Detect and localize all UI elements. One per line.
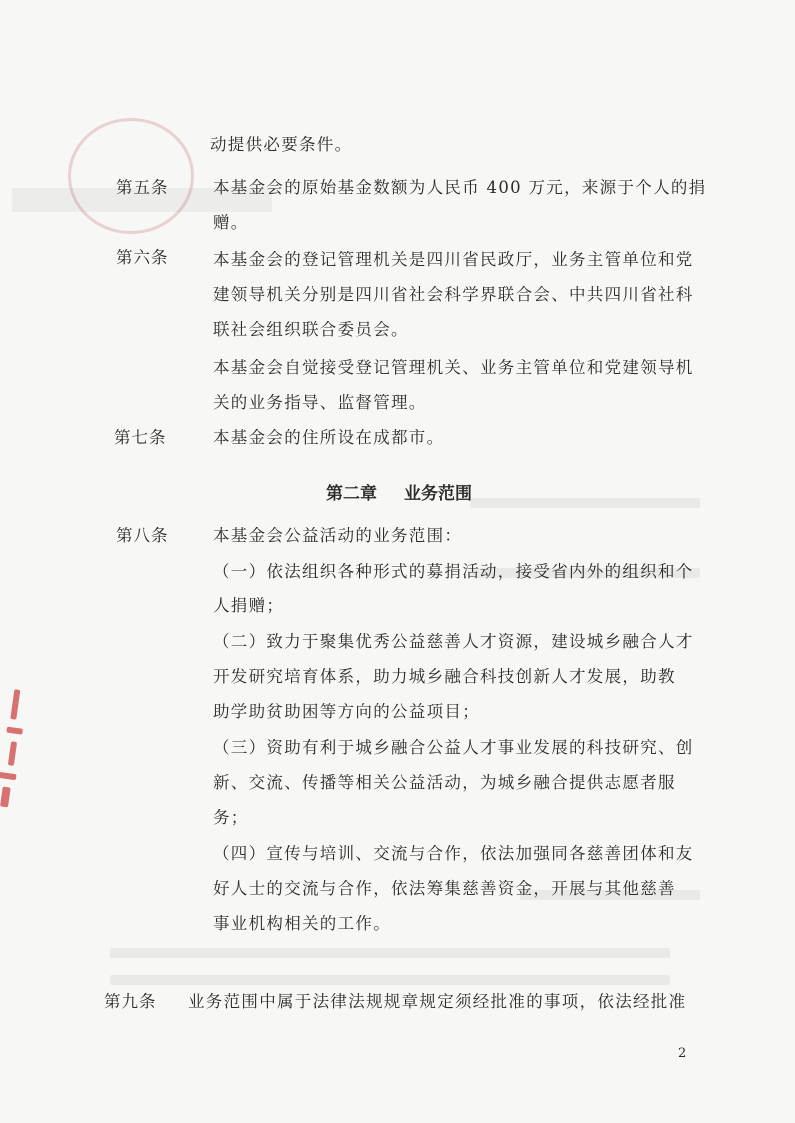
faded-seal-stamp xyxy=(68,118,194,234)
text-line: （一）依法组织各种形式的募捐活动，接受省内外的组织和个 xyxy=(213,562,694,581)
text-line: 联社会组织联合委员会。 xyxy=(213,320,409,339)
text-line: 新、交流、传播等相关公益活动，为城乡融合提供志愿者服 xyxy=(213,773,676,792)
text-line: （三）资助有利于城乡融合公益人才事业发展的科技研究、创 xyxy=(213,738,694,757)
text-line: （四）宣传与培训、交流与合作，依法加强同各慈善团体和友 xyxy=(213,844,694,863)
chapter-title: 业务范围 xyxy=(404,484,472,504)
text-line: 事业机构相关的工作。 xyxy=(213,914,391,933)
text-line: 本基金会的登记管理机关是四川省民政厅，业务主管单位和党 xyxy=(213,250,694,269)
text-line: 本基金会公益活动的业务范围： xyxy=(213,526,463,545)
text-line: 人捐赠； xyxy=(213,596,285,615)
text-line: 本基金会的住所设在成都市。 xyxy=(213,428,445,447)
bleed-through-text xyxy=(470,498,700,508)
page-number: 2 xyxy=(678,1046,687,1061)
text-line: 开发研究培育体系，助力城乡融合科技创新人才发展，助教 xyxy=(213,667,676,686)
bleed-through-text xyxy=(110,948,670,958)
article-label: 第七条 xyxy=(114,428,167,447)
bleed-through-text xyxy=(110,975,670,985)
text-line: 助学助贫助困等方向的公益项目； xyxy=(213,702,480,721)
text-line: 赠。 xyxy=(213,213,249,232)
text-line: 好人士的交流与合作，依法筹集慈善资金，开展与其他慈善 xyxy=(213,879,676,898)
article-label: 第九条 xyxy=(104,992,157,1011)
text-line: 务； xyxy=(213,808,249,827)
text-line: （二）致力于聚集优秀公益慈善人才资源，建设城乡融合人才 xyxy=(213,632,694,651)
text-line: 关的业务指导、监督管理。 xyxy=(213,393,427,412)
article-label: 第六条 xyxy=(116,248,169,267)
text-line: 动提供必要条件。 xyxy=(210,135,353,154)
chapter-number: 第二章 xyxy=(326,484,377,504)
red-seal-fragment xyxy=(0,689,38,812)
text-line: 本基金会的原始基金数额为人民币 400 万元，来源于个人的捐 xyxy=(213,178,707,197)
article-label: 第五条 xyxy=(116,178,169,197)
text-line: 本基金会自觉接受登记管理机关、业务主管单位和党建领导机 xyxy=(213,358,694,377)
text-line: 建领导机关分别是四川省社会科学界联合会、中共四川省社科 xyxy=(213,285,694,304)
text-line: 业务范围中属于法律法规规章规定须经批准的事项，依法经批准 xyxy=(188,992,687,1011)
article-label: 第八条 xyxy=(116,526,169,545)
